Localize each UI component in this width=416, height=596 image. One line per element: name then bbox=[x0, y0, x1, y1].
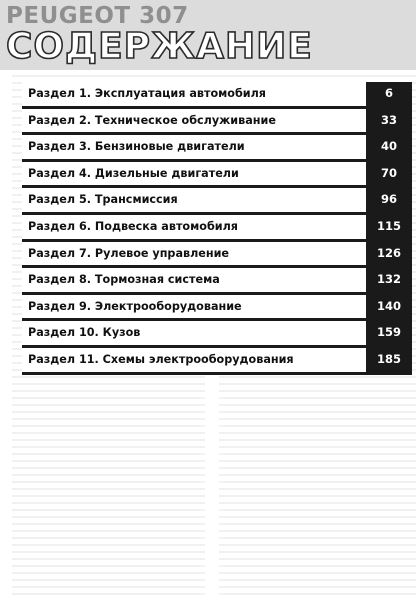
toc-row-1[interactable] bbox=[22, 82, 412, 109]
column-gap bbox=[205, 350, 219, 596]
toc-row-5[interactable] bbox=[22, 188, 412, 215]
toc-label: Раздел 10. Кузов bbox=[28, 326, 141, 340]
toc-page-number: 185 bbox=[366, 348, 412, 372]
toc-label: Раздел 3. Бензиновые двигатели bbox=[28, 140, 245, 154]
toc-row-8[interactable] bbox=[22, 268, 412, 295]
table-of-contents bbox=[22, 82, 412, 375]
toc-label: Раздел 11. Схемы электрооборудования bbox=[28, 352, 294, 366]
page-title: СОДЕРЖАНИЕ bbox=[6, 26, 313, 67]
toc-page-number: 140 bbox=[366, 295, 412, 319]
toc-page-number: 96 bbox=[366, 188, 412, 212]
toc-label: Раздел 7. Рулевое управление bbox=[28, 246, 230, 260]
page-margin bbox=[0, 70, 12, 596]
toc-row-6[interactable] bbox=[22, 215, 412, 242]
toc-page-number: 40 bbox=[366, 135, 412, 159]
toc-row-7[interactable] bbox=[22, 242, 412, 269]
toc-row-2[interactable] bbox=[22, 109, 412, 136]
toc-page-number: 33 bbox=[366, 109, 412, 133]
toc-page-number: 159 bbox=[366, 321, 412, 345]
toc-row-10[interactable] bbox=[22, 321, 412, 348]
toc-page-number: 115 bbox=[366, 215, 412, 239]
toc-label: Раздел 9. Электрооборудование bbox=[28, 299, 242, 313]
toc-row-9[interactable] bbox=[22, 295, 412, 322]
toc-row-3[interactable] bbox=[22, 135, 412, 162]
toc-label: Раздел 1. Эксплуатация автомобиля bbox=[28, 87, 266, 100]
toc-row-11[interactable] bbox=[22, 348, 412, 375]
toc-label: Раздел 8. Тормозная система bbox=[28, 273, 220, 287]
toc-label: Раздел 2. Техническое обслуживание bbox=[28, 113, 276, 127]
toc-page-number: 70 bbox=[366, 162, 412, 186]
toc-row-4[interactable] bbox=[22, 162, 412, 189]
toc-label: Раздел 5. Трансмиссия bbox=[28, 193, 178, 207]
toc-label: Раздел 4. Дизельные двигатели bbox=[28, 166, 239, 180]
toc-page-number: 6 bbox=[366, 82, 412, 106]
toc-page-number: 126 bbox=[366, 242, 412, 266]
brand-title: PEUGEOT 307 bbox=[6, 3, 189, 29]
toc-label: Раздел 6. Подвеска автомобиля bbox=[28, 219, 238, 233]
toc-page-number: 132 bbox=[366, 268, 412, 292]
